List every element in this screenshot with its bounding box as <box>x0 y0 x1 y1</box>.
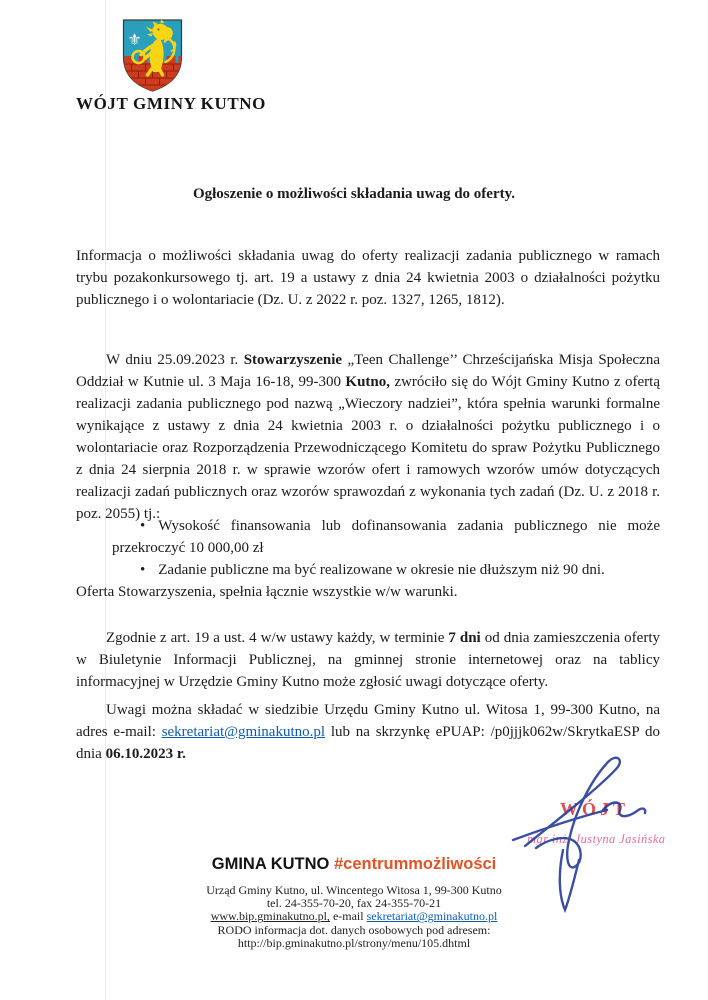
submission-date-bold: 06.10.2023 r. <box>105 746 186 762</box>
offer-run: W dniu 25.09.2023 r. <box>106 352 244 368</box>
offer-paragraph <box>76 349 660 525</box>
condition-item-funding: • Wysokość finansowania lub dofinansowania zadania publicznego nie może przekroczyć 10 000,00 zł <box>112 515 660 559</box>
remarks-run: Zgodnie z art. 19 a ust. 4 w/w ustawy każdy, w terminie <box>106 630 449 646</box>
footer-www-link[interactable]: www.bip.gminakutno.pl, <box>210 909 330 924</box>
remarks-run: od dnia zamieszczenia oferty w Biuletynie Informacji Publicznej, na gminnej stronie internetowej oraz na tablicy informacyjnej w Urzędzie Gminy Kutno może zgłosić uwagi dotyczące oferty. <box>76 630 660 690</box>
offer-run: zwróciło się do Wójt Gminy Kutno z ofertą realizacji zadania publicznego pod nazwą „Wieczory nadziei”, która spełnia warunki formalne wynikające z ustawy z dnia 24 kwietnia 2003 r. o działalności pożytku publicznego i o wolontariacie oraz Rozporządzenia Przewodniczącego Komitetu do spraw Pożytku Publicznego z dnia 24 sierpnia 2018 r. w sprawie wzorów ofert i ramowych wzorów umów dotyczących realizacji zadań publicznych oraz wzorów sprawozdań z wykonania tych zadań (Dz. U. z 2018 r. poz. 2055) tj.: <box>76 374 660 522</box>
footer-brand-line <box>40 855 668 874</box>
offer-run: „Teen Challenge’’ Chrześcijańska Misja Społeczna Oddział w Kutnie ul. 3 Maja 16-18, 99-300 <box>76 352 660 390</box>
conditions-list <box>76 515 660 581</box>
conditions-summary: Oferta Stowarzyszenia, spełnia łącznie wszystkie w/w warunki. <box>76 584 458 600</box>
footer-email-link[interactable]: sekretariat@gminakutno.pl <box>366 909 498 924</box>
footer-hashtag: #centrummożliwości <box>333 855 497 873</box>
footer-phone: tel. 24-355-70-20, fax 24-355-70-21 <box>266 896 442 911</box>
offer-town-bold: Kutno, <box>345 374 391 390</box>
footer-address: Urząd Gminy Kutno, ul. Wincentego Witosa 1, 99-300 Kutno <box>206 883 502 897</box>
office-name: WÓJT GMINY KUTNO <box>76 94 267 113</box>
footer-rodo-url: http://bip.gminakutno.pl/strony/menu/105.dhtml <box>237 935 471 950</box>
fleur-de-lis-icon: ⚜ <box>127 30 142 49</box>
footer-rodo-note: RODO informacja dot. danych osobowych pod adresem: <box>217 922 491 937</box>
submission-run: lub na skrzynkę ePUAP: /p0jjjk062w/SkrytkaESP do dnia <box>76 724 660 762</box>
email-link[interactable]: sekretariat@gminakutno.pl <box>161 724 326 740</box>
condition-item-duration: • Zadanie publiczne ma być realizowane w okresie nie dłuższym niż 90 dni. <box>112 559 660 581</box>
signature-stamp-title: WÓJT <box>560 799 630 819</box>
footer-contact-block <box>40 884 668 950</box>
intro-paragraph: Informacja o możliwości składania uwag do oferty realizacji zadania publicznego w ramach trybu pozakonkursowego tj. art. 19 a ustawy z dnia 24 kwietnia 2003 o działalności pożytku publicznego i o wolontariacie (Dz. U. z 2022 r. poz. 1327, 1265, 1812). <box>76 248 660 308</box>
footer-brand-name: GMINA KUTNO <box>211 855 330 873</box>
signature-stamp-name: mgr inż. Justyna Jasińska <box>527 832 666 846</box>
gmina-kutno-coat-of-arms-icon <box>119 17 186 93</box>
footer-email-label: e-mail <box>329 909 367 924</box>
remarks-deadline-bold: 7 dni <box>448 630 481 646</box>
footer-links-line <box>40 910 668 923</box>
document-title: Ogłoszenie o możliwości składania uwag do oferty. <box>192 186 516 202</box>
conditions-section <box>76 515 660 603</box>
offer-association-bold: Stowarzyszenie <box>243 352 343 368</box>
remarks-paragraph <box>76 627 660 693</box>
submission-run: Uwagi można składać w siedzibie Urzędu Gminy Kutno ul. Witosa 1, 99-300 Kutno, na adres e-mail: <box>76 702 660 740</box>
